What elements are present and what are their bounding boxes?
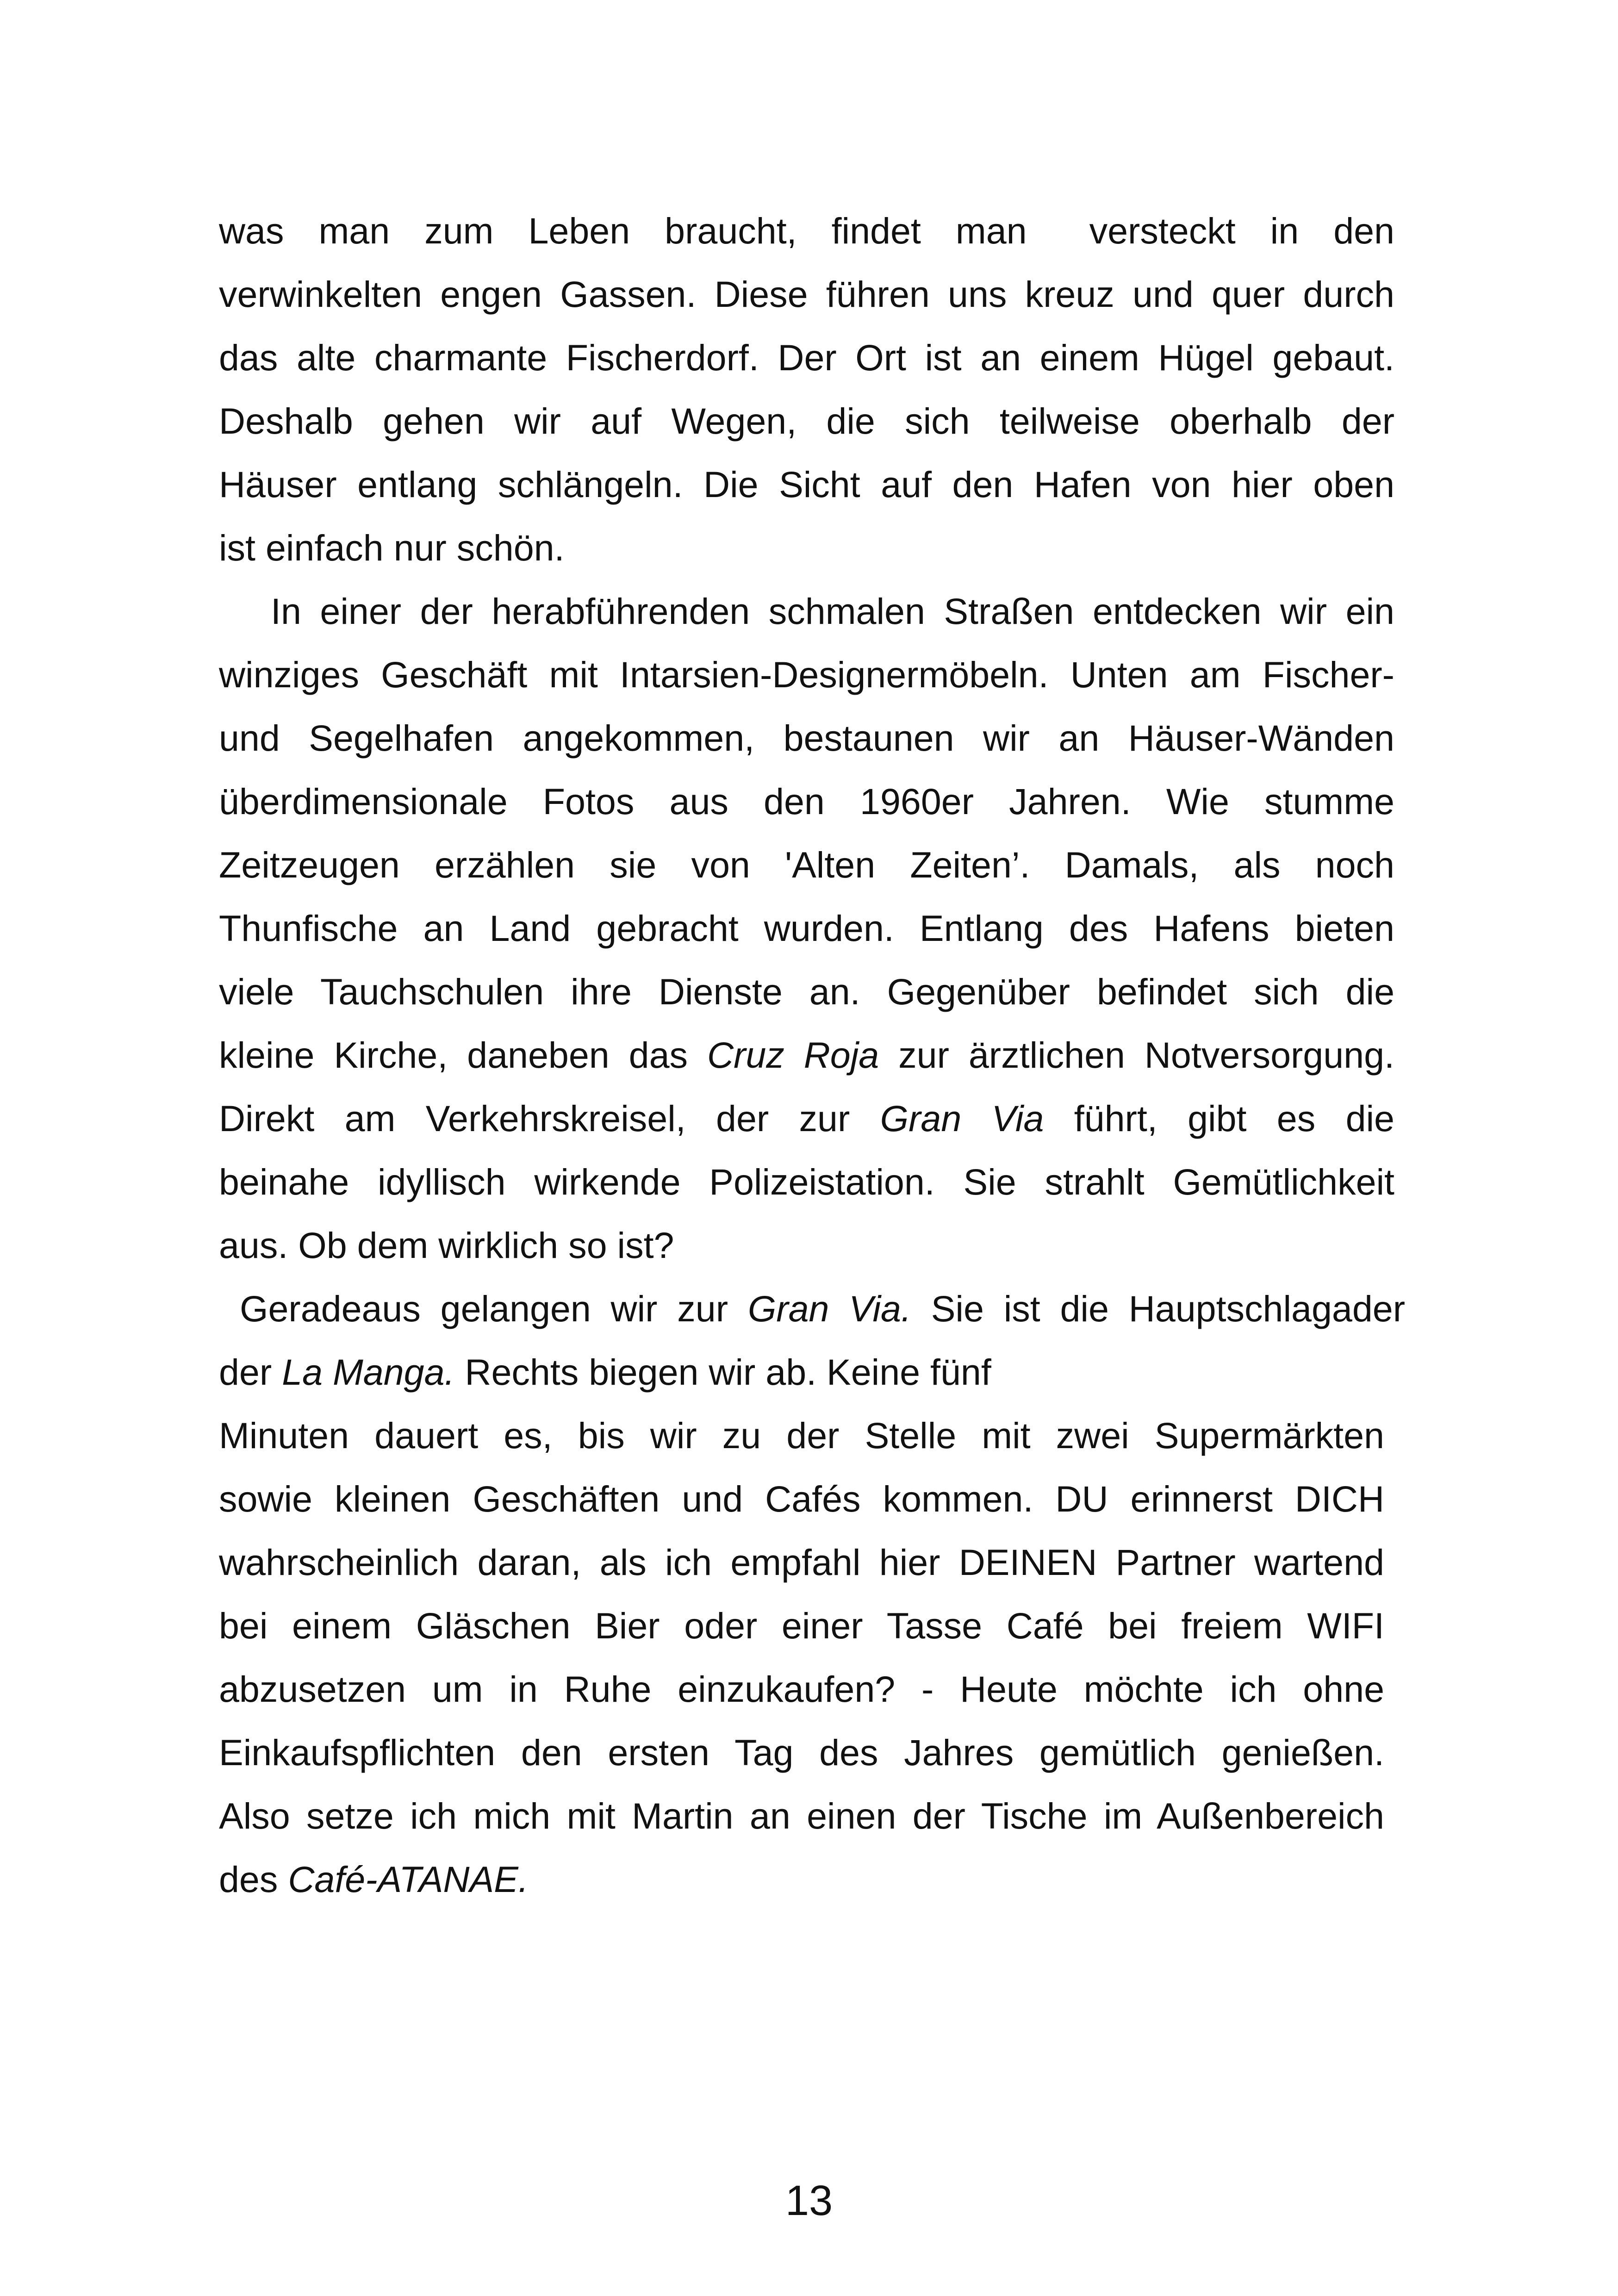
text-line: ist einfach nur schön. bbox=[219, 527, 565, 568]
text-line: bei einem Gläschen Bier oder einer Tasse Café bei freiem WIFI bbox=[219, 1605, 1384, 1646]
text-fragment: Geradeaus gelangen wir zur bbox=[240, 1288, 728, 1329]
body-text bbox=[219, 199, 1405, 1911]
text-line bbox=[219, 1848, 1394, 1911]
text-line: überdimensionale Fotos aus den 1960er Jahren. Wie stumme bbox=[219, 781, 1394, 822]
text-fragment: Rechts biegen wir ab. Keine fünf bbox=[465, 1351, 991, 1393]
text-line: Einkaufspflichten den ersten Tag des Jahres gemütlich genießen. bbox=[219, 1732, 1384, 1773]
text-line: und Segelhafen angekommen, bestaunen wir an Häuser-Wänden bbox=[219, 717, 1394, 759]
italic-place-name: Gran Via. bbox=[747, 1288, 911, 1329]
paragraph-start-line bbox=[219, 1277, 1405, 1340]
text-line: Thunfische an Land gebracht wurden. Entlang des Hafens bieten bbox=[219, 908, 1394, 949]
text-line: Also setze ich mich mit Martin an einen der Tische im Außenbereich bbox=[219, 1795, 1384, 1836]
italic-place-name: Cruz Roja bbox=[707, 1034, 879, 1076]
text-fragment: Direkt am Verkehrskreisel, der zur bbox=[219, 1098, 850, 1139]
text-line: Häuser entlang schlängeln. Die Sicht auf den Hafen von hier oben bbox=[219, 464, 1394, 505]
text-line: sowie kleinen Geschäften und Cafés kommen. DU erinnerst DICH bbox=[219, 1478, 1384, 1519]
text-line: winziges Geschäft mit Intarsien-Designermöbeln. Unten am Fischer- bbox=[219, 654, 1394, 695]
text-line bbox=[219, 1340, 1394, 1404]
text-fragment: kleine Kirche, daneben das bbox=[219, 1034, 688, 1076]
italic-place-name: Gran Via bbox=[880, 1098, 1044, 1139]
text-fragment: versteckt in den bbox=[1089, 210, 1394, 251]
text-fragment: was man zum Leben braucht, findet man bbox=[219, 210, 1027, 251]
italic-place-name: La Manga. bbox=[282, 1351, 455, 1393]
italic-place-name: Café-ATANAE. bbox=[288, 1859, 529, 1900]
text-line: verwinkelten engen Gassen. Diese führen uns kreuz und quer durch bbox=[219, 274, 1394, 315]
text-fragment: der bbox=[219, 1351, 272, 1393]
text-line: das alte charmante Fischerdorf. Der Ort ist an einem Hügel gebaut. bbox=[219, 337, 1394, 378]
text-fragment: führt, gibt es die bbox=[1074, 1098, 1394, 1139]
text-line: abzusetzen um in Ruhe einzukaufen? - Heute möchte ich ohne bbox=[219, 1668, 1384, 1710]
text-line: Deshalb gehen wir auf Wegen, die sich teilweise oberhalb der bbox=[219, 400, 1394, 442]
page-number: 13 bbox=[785, 2177, 833, 2224]
text-line: wahrscheinlich daran, als ich empfahl hier DEINEN Partner wartend bbox=[219, 1542, 1384, 1583]
text-line: beinahe idyllisch wirkende Polizeistation. Sie strahlt Gemütlichkeit bbox=[219, 1161, 1394, 1202]
text-fragment: des bbox=[219, 1859, 278, 1900]
text-line bbox=[219, 1023, 1394, 1087]
paragraph-start-line: In einer der herabführenden schmalen Straßen entdecken wir ein bbox=[271, 591, 1394, 632]
text-fragment: zur ärztlichen Notversorgung. bbox=[898, 1034, 1395, 1076]
text-line: Minuten dauert es, bis wir zu der Stelle mit zwei Supermärkten bbox=[219, 1415, 1384, 1456]
text-line: aus. Ob dem wirklich so ist? bbox=[219, 1225, 674, 1266]
text-line bbox=[219, 199, 1394, 262]
text-fragment: Sie ist die Hauptschlagader bbox=[931, 1288, 1405, 1329]
text-line: viele Tauchschulen ihre Dienste an. Gegenüber befindet sich die bbox=[219, 971, 1394, 1012]
text-line: Zeitzeugen erzählen sie von 'Alten Zeiten’. Damals, als noch bbox=[219, 844, 1394, 885]
text-line bbox=[219, 1087, 1394, 1150]
